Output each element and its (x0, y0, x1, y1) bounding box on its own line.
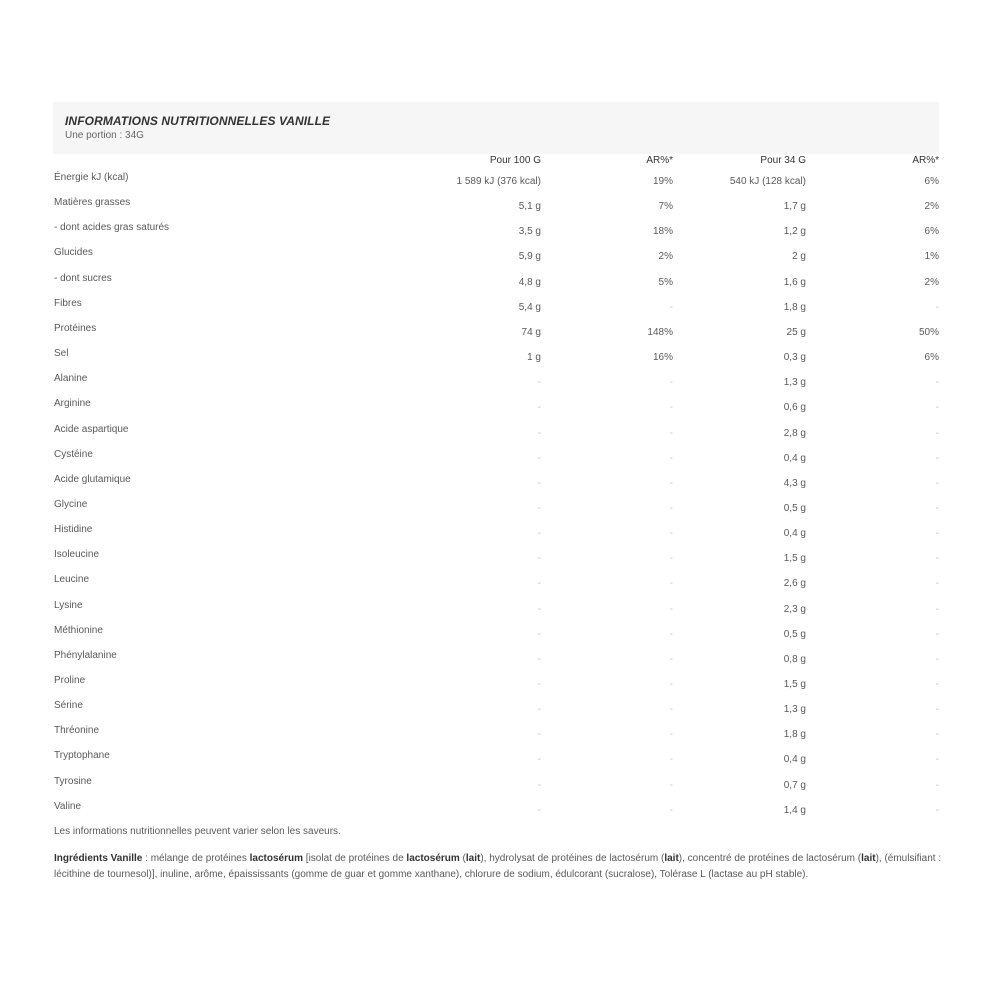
ar-per100: - (669, 754, 673, 766)
row-name: Alanine (54, 373, 88, 385)
value-per100: - (537, 452, 541, 464)
allergen-term: lait (664, 853, 679, 864)
ar-per34: - (935, 603, 939, 615)
row-name: Acide aspartique (54, 423, 129, 435)
value-per100: - (537, 528, 541, 540)
value-per100: 1 589 kJ (376 kcal) (456, 176, 541, 187)
value-per34: 1,7 g (783, 201, 806, 213)
row-name: Fibres (54, 297, 82, 309)
ar-per34: 6% (924, 176, 939, 187)
row-name: Proline (54, 675, 86, 686)
value-per100: 4,8 g (518, 276, 541, 288)
table-row (0, 675, 1000, 700)
value-per34: 1,3 g (783, 704, 806, 716)
row-name: Cystéine (54, 448, 93, 460)
value-per100: - (537, 402, 541, 414)
table-row (0, 549, 1000, 574)
ar-per100: - (669, 804, 673, 816)
row-name: Méthionine (54, 624, 103, 636)
value-per100: - (537, 679, 541, 690)
table-row (0, 625, 1000, 650)
ar-per34: - (935, 804, 939, 816)
allergen-term: lactosérum (249, 853, 304, 864)
ar-per100: - (669, 377, 673, 389)
value-per100: 3,5 g (518, 226, 541, 238)
value-per34: 1,5 g (783, 553, 806, 565)
ar-per100: - (669, 452, 673, 464)
footnote: Les informations nutritionnelles peuvent varier selon les saveurs. (54, 826, 341, 837)
ar-per100: - (669, 477, 673, 489)
value-per100: - (537, 578, 541, 590)
ar-per34: - (935, 528, 939, 540)
value-per100: - (537, 779, 541, 791)
value-per100: 1 g (527, 352, 541, 364)
nutrition-title: INFORMATIONS NUTRITIONNELLES VANILLE (65, 114, 331, 128)
value-per34: 1,2 g (783, 226, 806, 238)
ingredients-segment: ), concentré de protéines de lactosérum ( (678, 853, 862, 864)
ar-per34: - (935, 452, 939, 464)
value-per34: 0,7 g (783, 779, 806, 791)
row-name: Phénylalanine (54, 649, 117, 661)
ar-per34: 6% (924, 352, 939, 364)
ar-per34: - (935, 301, 939, 313)
value-per100: - (537, 628, 541, 640)
ar-per34: 50% (918, 326, 939, 338)
value-per34: 1,4 g (783, 804, 806, 816)
value-per100: - (537, 553, 541, 565)
ar-per100: - (669, 427, 673, 439)
value-per100: - (537, 377, 541, 389)
ar-per100: - (669, 502, 673, 514)
value-per100: - (537, 427, 541, 439)
row-name: - dont acides gras saturés (54, 222, 170, 234)
ar-per34: - (935, 477, 939, 489)
row-name: Arginine (54, 398, 91, 410)
value-per34: 2 g (792, 251, 806, 263)
table-row (0, 247, 1000, 272)
table-row (0, 222, 1000, 247)
ar-per100: 19% (652, 176, 673, 187)
value-per100: - (537, 704, 541, 716)
row-name: Lysine (54, 599, 83, 611)
ingredients-text (54, 851, 942, 883)
ar-per34: - (935, 402, 939, 414)
row-name: - dont sucres (54, 272, 112, 284)
value-per34: 0,8 g (783, 653, 806, 665)
column-header-ar2: AR%* (912, 155, 939, 166)
table-row (0, 373, 1000, 398)
ar-per34: - (935, 553, 939, 565)
ar-per100: - (669, 553, 673, 565)
row-name: Matières grasses (54, 197, 131, 209)
row-name: Protéines (54, 322, 97, 334)
row-name: Tryptophane (54, 750, 110, 762)
table-row (0, 298, 1000, 323)
ar-per100: 16% (652, 352, 673, 364)
nutrition-header (53, 102, 939, 154)
value-per34: 0,6 g (783, 402, 806, 414)
ingredients-label: Ingrédients Vanille (54, 853, 143, 864)
table-row (0, 524, 1000, 549)
value-per34: 0,4 g (783, 452, 806, 464)
table-row (0, 499, 1000, 524)
value-per34: 2,6 g (783, 578, 806, 590)
ar-per34: 2% (924, 276, 939, 288)
value-per100: - (537, 502, 541, 514)
value-per100: - (537, 729, 541, 741)
value-per100: - (537, 653, 541, 665)
value-per100: - (537, 804, 541, 816)
row-name: Isoleucine (54, 549, 100, 561)
ingredients-segment: [isolat de protéines de (303, 853, 407, 864)
allergen-term: lait (465, 853, 481, 864)
ar-per34: - (935, 653, 939, 665)
value-per34: 1,5 g (783, 679, 806, 690)
column-header-per100: Pour 100 G (489, 155, 541, 166)
ar-per100: - (669, 603, 673, 615)
ar-per34: - (935, 729, 939, 741)
value-per34: 1,3 g (783, 377, 806, 389)
value-per34: 1,6 g (783, 276, 806, 288)
ar-per100: - (669, 779, 673, 791)
ar-per100: - (669, 301, 673, 313)
value-per34: 25 g (786, 326, 806, 338)
row-name: Valine (54, 800, 82, 812)
row-name: Tyrosine (54, 775, 92, 787)
row-name: Acide glutamique (54, 473, 131, 485)
table-row (0, 574, 1000, 599)
table-row (0, 449, 1000, 474)
value-per100: - (537, 603, 541, 615)
value-per34: 540 kJ (128 kcal) (729, 176, 806, 187)
ar-per34: - (935, 377, 939, 389)
table-row (0, 801, 1000, 826)
portion-subtitle: Une portion : 34G (65, 130, 144, 141)
ar-per100: - (669, 628, 673, 640)
table-row (0, 398, 1000, 423)
ar-per100: - (669, 679, 673, 690)
table-row (0, 172, 1000, 197)
row-name: Sérine (54, 700, 83, 712)
ar-per34: - (935, 779, 939, 791)
table-row (0, 750, 1000, 775)
table-row (0, 776, 1000, 801)
ar-per100: - (669, 402, 673, 414)
ar-per100: 18% (652, 226, 673, 238)
allergen-term: lactosérum (406, 853, 460, 864)
ar-per100: - (669, 729, 673, 741)
value-per100: - (537, 754, 541, 766)
ar-per100: 7% (658, 201, 673, 213)
ar-per34: 1% (924, 251, 939, 263)
table-row (0, 474, 1000, 499)
row-name: Leucine (54, 574, 90, 586)
ar-per34: 2% (924, 201, 939, 213)
ar-per100: - (669, 653, 673, 665)
value-per100: 5,9 g (518, 251, 541, 263)
ar-per34: - (935, 427, 939, 439)
ar-per34: 6% (924, 226, 939, 238)
table-row (0, 424, 1000, 449)
value-per100: 74 g (521, 326, 541, 338)
ingredients-segment: : mélange de protéines (142, 853, 250, 864)
ar-per100: 5% (658, 276, 673, 288)
value-per34: 0,4 g (783, 528, 806, 540)
table-row (0, 650, 1000, 675)
row-name: Histidine (54, 524, 93, 536)
table-row (0, 323, 1000, 348)
ar-per100: - (669, 704, 673, 716)
value-per34: 1,8 g (783, 729, 806, 741)
row-name: Sel (54, 348, 69, 360)
table-row (0, 273, 1000, 298)
value-per100: - (537, 477, 541, 489)
ingredients-segment: ( (459, 853, 466, 864)
row-name: Glycine (54, 498, 88, 510)
table-row (0, 725, 1000, 750)
ar-per34: - (935, 754, 939, 766)
ar-per34: - (935, 679, 939, 690)
ar-per100: 148% (647, 326, 673, 338)
value-per34: 0,5 g (783, 502, 806, 514)
value-per34: 4,3 g (783, 477, 806, 489)
value-per34: 0,5 g (783, 628, 806, 640)
ar-per34: - (935, 628, 939, 640)
ar-per34: - (935, 502, 939, 514)
row-name: Énergie kJ (kcal) (54, 172, 129, 183)
ar-per34: - (935, 704, 939, 716)
column-header-per34: Pour 34 G (760, 155, 806, 166)
ar-per100: - (669, 528, 673, 540)
ingredients-body (54, 853, 941, 880)
value-per34: 2,8 g (783, 427, 806, 439)
table-row (0, 600, 1000, 625)
ingredients-segment: ), (émulsifiant : lécithine de tournesol)], inuline, arôme, épaississants (gomme de guar et gomme xanthane), chlorure de sodium, édulcorant (sucralose), Tolérase L (lactase au pH stable). (54, 853, 942, 880)
column-header-ar1: AR%* (646, 155, 673, 166)
table-row (0, 700, 1000, 725)
value-per100: 5,1 g (518, 201, 541, 213)
value-per100: 5,4 g (518, 301, 541, 313)
ingredients-segment: ), hydrolysat de protéines de lactosérum ( (480, 853, 665, 864)
allergen-term: lait (861, 853, 876, 864)
ar-per100: 2% (658, 251, 673, 263)
row-name: Thréonine (54, 725, 100, 737)
value-per34: 0,3 g (783, 352, 806, 364)
ar-per100: - (669, 578, 673, 590)
row-name: Glucides (54, 247, 93, 259)
table-row (0, 197, 1000, 222)
value-per34: 1,8 g (783, 301, 806, 313)
table-row (0, 348, 1000, 373)
ar-per34: - (935, 578, 939, 590)
value-per34: 2,3 g (783, 603, 806, 615)
value-per34: 0,4 g (783, 754, 806, 766)
